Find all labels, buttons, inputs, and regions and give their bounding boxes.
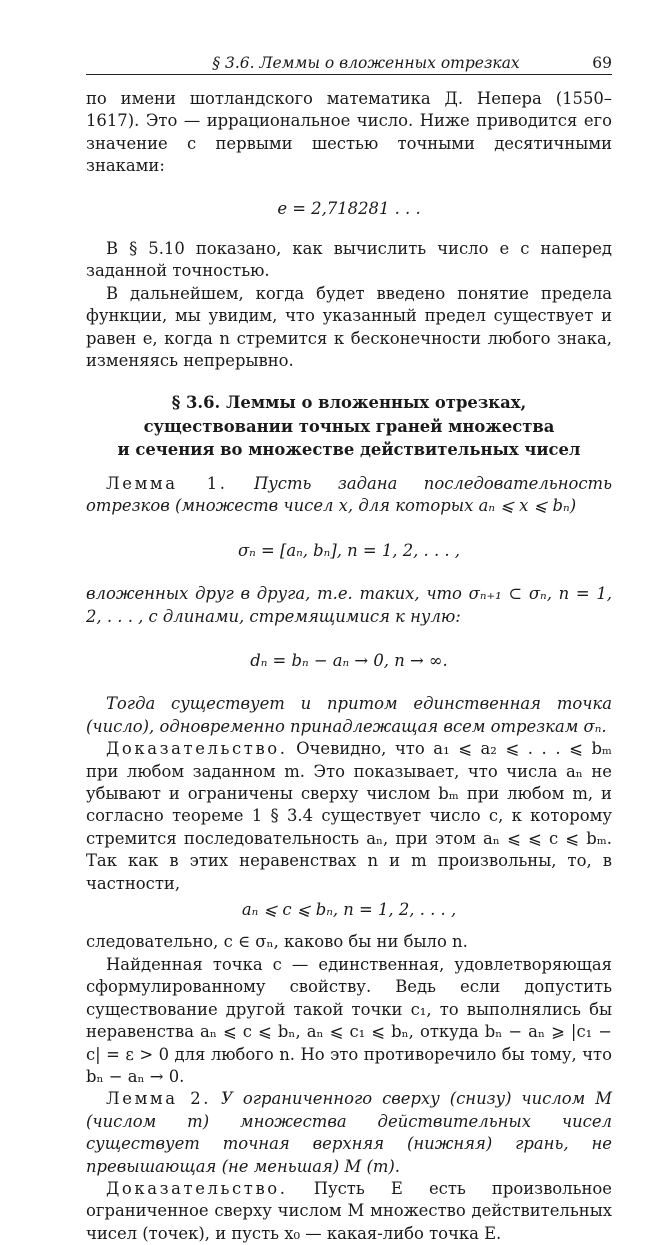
proof-2-label: Доказательство. [106,1178,288,1198]
section-heading-line: § 3.6. Леммы о вложенных отрезках, [171,393,527,413]
section-heading-line: и сечения во множестве действительных чисел [117,440,581,460]
proof-1-label: Доказательство. [106,739,288,759]
running-header [86,52,612,75]
paragraph-c-membership: следовательно, c ∈ σₙ, каково бы ни было n. [86,932,468,952]
equation-c-bounds: aₙ ⩽ c ⩽ bₙ, n = 1, 2, . . . , [241,900,457,920]
paragraph-limit-note: В дальнейшем, когда будет введено понятие предела функции, мы увидим, что указанный предел существует и равен e, когда n стремится к бесконечности любого знака, изменяясь непрерывно. [86,283,612,371]
running-title: § 3.6. Леммы о вложенных отрезках [212,54,520,72]
lemma-1-continuation: вложенных друг в друга, т.е. таких, что σₙ₊₁ ⊂ σₙ, n = 1, 2, . . . , с длинами, стремящимися к нулю: [86,584,612,626]
proof-2 [86,1178,612,1245]
lemma-2-label: Лемма 2. [106,1089,212,1109]
lemma-1-label: Лемма 1. [106,473,228,493]
lemma-2-text: У ограниченного сверху (снизу) числом M (числом m) множества действительных чисел существует точная верхняя (нижняя) грань, не превышающая (не меньшая) M (m). [86,1089,613,1176]
paragraph-continuation: по имени шотландского математика Д. Непера (1550–1617). Это — иррациональное число. Ниже приводится его значение с первыми шестью точными десятичными знаками: [86,89,612,176]
lemma-2-statement [86,1088,612,1178]
equation-e-value: e = 2,718281 . . . [277,198,421,218]
lemma-1-text: Пусть задана последовательность отрезков (множеств чисел x, для которых aₙ ⩽ x ⩽ bₙ) [86,473,613,516]
proof-2-text: Пусть E есть произвольное ограниченное сверху числом M множество действительных чисел (точек), и пусть x₀ — какая-либо точка E. [86,1178,612,1243]
proof-1-text: Очевидно, что a₁ ⩽ a₂ ⩽ . . . ⩽ bₘ при любом заданном m. Это показывает, что числа aₙ не убывают и ограничены сверху числом bₘ при любом m, и согласно теореме 1 § 3.4 существует число c, к которому стремится последовательность aₙ, при этом aₙ ⩽ ⩽ c ⩽ bₘ. Так как в этих неравенствах n и m произвольны, то, в частности, [86,739,612,893]
paragraph-reference: В § 5.10 показано, как вычислить число e с наперед заданной точностью. [86,239,612,281]
equation-segments: σₙ = [aₙ, bₙ], n = 1, 2, . . . , [237,540,461,560]
paragraph-uniqueness: Найденная точка c — единственная, удовлетворяющая сформулированному свойству. Ведь если допустить существование другой такой точки c₁, то выполнялись бы неравенства aₙ ⩽ c ⩽ bₙ, aₙ ⩽ c₁ ⩽ bₙ, откуда bₙ − aₙ ⩾ |c₁ − c| = ε > 0 для любого n. Но это противоречило бы тому, что bₙ − aₙ → 0. [86,954,612,1086]
page-number: 69 [592,54,612,72]
section-heading-line: существовании точных граней множества [143,416,555,436]
proof-1 [86,738,612,895]
page-content [86,88,612,1245]
section-heading [86,391,612,462]
lemma-1-conclusion: Тогда существует и притом единственная точка (число), одновременно принадлежащая всем отрезкам σₙ. [86,694,612,736]
lemma-1-statement [86,473,612,518]
equation-lengths: dₙ = bₙ − aₙ → 0, n → ∞. [250,651,448,670]
